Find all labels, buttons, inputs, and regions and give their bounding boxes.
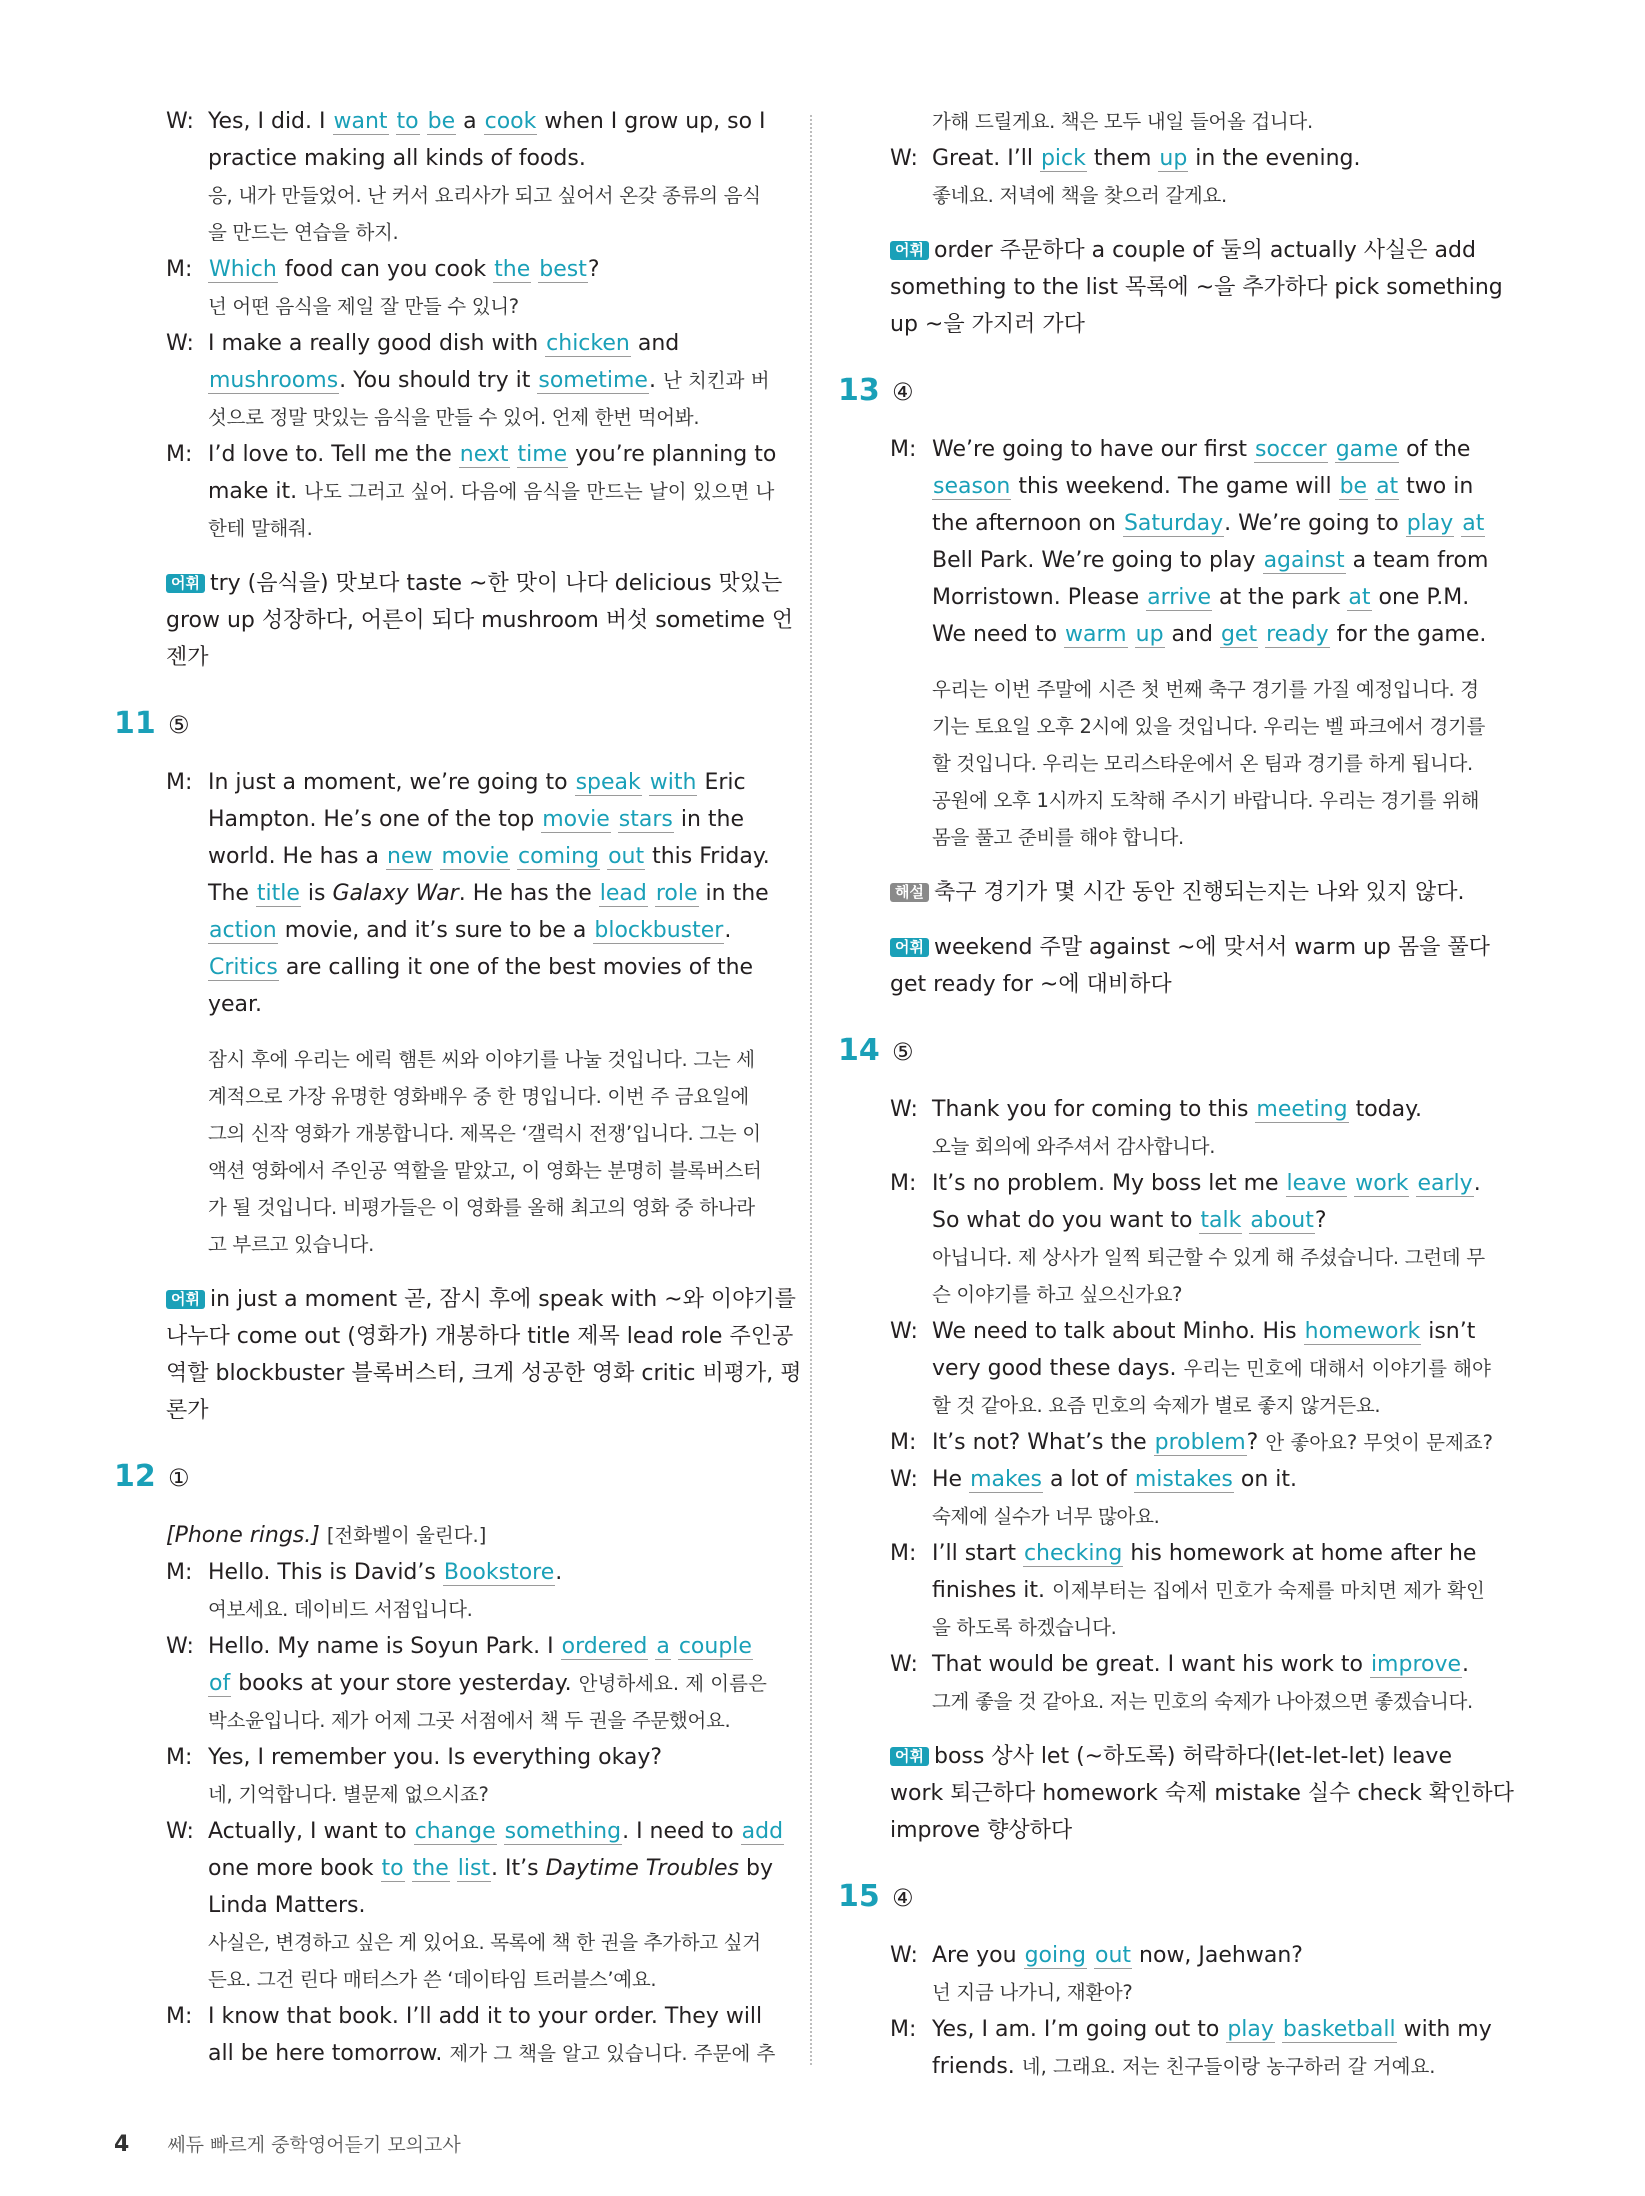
dialogue-line: M: I’ll start checking his homework at home after he [890, 1541, 1477, 1566]
answer-mark: ⑤ [892, 1038, 914, 1066]
dialogue-line: We need to warm up and get ready for the game. [932, 622, 1487, 647]
dialogue-line: the afternoon on Saturday. We’re going to play at [932, 511, 1485, 536]
dialogue-line: M: I’d love to. Tell me the next time you’re planning to [166, 442, 777, 467]
dialogue-line: W: Actually, I want to change something. I need to add [166, 1819, 784, 1844]
translation-line: 오늘 회의에 와주셔서 감사합니다. [932, 1135, 1216, 1158]
vocab-line: up ~을 가지러 가다 [890, 312, 1085, 337]
explanation-badge: 해설 [890, 883, 929, 902]
vocab-line: 어휘 try (음식을) 맛보다 taste ~한 맛이 나다 delicious 맛있는 [166, 565, 786, 602]
translation-line: 액션 영화에서 주인공 역할을 맡았고, 이 영화는 분명히 블록버스터 [208, 1159, 762, 1182]
dialogue-line: M: It’s no problem. My boss let me leave work early. [890, 1171, 1481, 1196]
translation-line: 그의 신작 영화가 개봉합니다. 제목은 ‘갤럭시 전쟁’입니다. 그는 이 [208, 1122, 761, 1145]
answer-mark: ① [168, 1464, 190, 1492]
dialogue-line: The title is Galaxy War. He has the lead role in the [208, 881, 769, 906]
answer-mark: ④ [892, 1884, 914, 1912]
dialogue-line: finishes it. 이제부터는 집에서 민호가 숙제를 마치면 제가 확인 [932, 1578, 1485, 1603]
translation-line: 여보세요. 데이비드 서점입니다. [208, 1598, 473, 1621]
dialogue-line: one more book to the list. It’s Daytime Troubles by [208, 1856, 773, 1881]
stage-direction: [Phone rings.] [전화벨이 울린다.] [166, 1523, 487, 1548]
translation-line: 몸을 풀고 준비를 해야 합니다. [932, 826, 1184, 849]
vocab-badge: 어휘 [890, 938, 929, 957]
translation-line: 계적으로 가장 유명한 영화배우 중 한 명입니다. 이번 주 금요일에 [208, 1085, 749, 1108]
dialogue-line: W: Great. I’ll pick them up in the evening. [890, 146, 1361, 171]
answer-mark: ⑤ [168, 711, 190, 739]
question-number: 15 [838, 1879, 880, 1914]
vocab-line: get ready for ~에 대비하다 [890, 972, 1172, 997]
question-12-header [114, 1447, 786, 1507]
dialogue-line: Morristown. Please arrive at the park at one P.M. [932, 585, 1470, 610]
translation-line: 넌 어떤 음식을 제일 잘 만들 수 있니? [208, 295, 519, 318]
vocab-line: 론가 [166, 1398, 209, 1423]
translation-line: 을 하도록 하겠습니다. [932, 1616, 1117, 1639]
explanation-line: 해설 축구 경기가 몇 시간 동안 진행되는지는 나와 있지 않다. [890, 874, 1480, 911]
translation-line: 아닙니다. 제 상사가 일찍 퇴근할 수 있게 해 주셨습니다. 그런데 무 [932, 1246, 1485, 1269]
dialogue-line: year. [208, 992, 263, 1017]
dialogue-line: Hampton. He’s one of the top movie stars in the [208, 807, 745, 832]
dialogue-line: make it. 나도 그러고 싶어. 다음에 음식을 만드는 날이 있으면 나 [208, 479, 775, 504]
translation-line: 고 부르고 있습니다. [208, 1233, 374, 1256]
vocab-badge: 어휘 [890, 241, 929, 260]
translation-line: 기는 토요일 오후 2시에 있을 것입니다. 우리는 벨 파크에서 경기를 [932, 715, 1486, 738]
dialogue-line: Critics are calling it one of the best movies of the [209, 955, 754, 980]
vocab-line: 역할 blockbuster 블록버스터, 크게 성공한 영화 critic 비평가, 평 [166, 1361, 802, 1386]
translation-line: 좋네요. 저녁에 책을 찾으러 갈게요. [932, 184, 1227, 207]
dialogue-line: M: We’re going to have our first soccer game of the [890, 437, 1471, 462]
dialogue-line: very good these days. 우리는 민호에 대해서 이야기를 해야 [932, 1356, 1491, 1381]
translation-line: 그게 좋을 것 같아요. 저는 민호의 숙제가 나아졌으면 좋겠습니다. [932, 1690, 1473, 1713]
right-column [838, 103, 1514, 2085]
vocab-line: 젠가 [166, 645, 209, 670]
question-number: 12 [114, 1459, 156, 1494]
translation-line: 가해 드릴게요. 책은 모두 내일 들어올 겁니다. [932, 110, 1313, 133]
question-11-header [114, 694, 786, 754]
vocab-badge: 어휘 [166, 1290, 205, 1309]
translation-line: 잠시 후에 우리는 에릭 햄튼 씨와 이야기를 나눌 것입니다. 그는 세 [208, 1048, 755, 1071]
page-footer [114, 2130, 461, 2157]
dialogue-line: action movie, and it’s sure to be a blockbuster. [209, 918, 732, 943]
dialogue-line: W: We need to talk about Minho. His homework isn’t [890, 1319, 1476, 1344]
dialogue-line: mushrooms. You should try it sometime. 난 치킨과 버 [209, 368, 770, 393]
translation-line: 섯으로 정말 맛있는 음식을 만들 수 있어. 언제 한번 먹어봐. [208, 406, 700, 429]
dialogue-line: M: I know that book. I’ll add it to your order. They will [166, 2004, 763, 2029]
left-column [114, 103, 802, 2072]
book-title: 쎄듀 빠르게 중학영어듣기 모의고사 [167, 2134, 461, 2156]
dialogue-line: W: I make a really good dish with chicken and [166, 331, 680, 356]
translation-line: 을 만드는 연습을 하지. [208, 221, 399, 244]
translation-line: 우리는 이번 주말에 시즌 첫 번째 축구 경기를 가질 예정입니다. 경 [932, 678, 1479, 701]
translation-line: 박소윤입니다. 제가 어제 그곳 서점에서 책 두 권을 주문했어요. [208, 1709, 731, 1732]
vocab-badge: 어휘 [166, 574, 205, 593]
translation-line: 할 것입니다. 우리는 모리스타운에서 온 팀과 경기를 하게 됩니다. [932, 752, 1473, 775]
dialogue-line: M: Yes, I am. I’m going out to play basketball with my [890, 2017, 1492, 2042]
page-number: 4 [114, 2132, 130, 2157]
vocab-line: 어휘 order 주문하다 a couple of 둘의 actually 사실은 add [890, 232, 1480, 269]
translation-line: 응, 내가 만들었어. 난 커서 요리사가 되고 싶어서 온갖 종류의 음식 [208, 184, 761, 207]
translation-line: 든요. 그건 린다 매터스가 쓴 ‘데이타임 트러블스’예요. [208, 1968, 657, 1991]
translation-line: 한테 말해줘. [208, 517, 313, 540]
vocab-line: 어휘 in just a moment 곧, 잠시 후에 speak with ~와 이야기를 [166, 1281, 786, 1318]
translation-line: 숙제에 실수가 너무 많아요. [932, 1505, 1160, 1528]
translation-line: 넌 지금 나가니, 재환아? [932, 1981, 1133, 2004]
dialogue-line: Linda Matters. [208, 1893, 366, 1918]
dialogue-line: W: Thank you for coming to this meeting today. [890, 1097, 1422, 1122]
dialogue-line: W: Yes, I did. I want to be a cook when I grow up, so I [166, 109, 766, 134]
vocab-line: something to the list 목록에 ~을 추가하다 pick something [890, 275, 1503, 300]
dialogue-line: W: He makes a lot of mistakes on it. [890, 1467, 1298, 1492]
vocab-line: work 퇴근하다 homework 숙제 mistake 실수 check 확인하다 [890, 1781, 1514, 1806]
translation-line: 가 될 것입니다. 비평가들은 이 영화를 올해 최고의 영화 중 하나라 [208, 1196, 755, 1219]
column-divider [810, 115, 812, 2065]
question-number: 11 [114, 706, 156, 741]
dialogue-line: M: Which food can you cook the best? [166, 257, 600, 282]
dialogue-line: M: It’s not? What’s the problem? 안 좋아요? 무엇이 문제죠? [890, 1430, 1493, 1455]
vocab-badge: 어휘 [890, 1747, 929, 1766]
answer-mark: ④ [892, 378, 914, 406]
translation-line: 할 것 같아요. 요즘 민호의 숙제가 별로 좋지 않거든요. [932, 1394, 1381, 1417]
dialogue-line: all be here tomorrow. 제가 그 책을 알고 있습니다. 주문에 추 [208, 2041, 776, 2066]
vocab-line: 어휘 weekend 주말 against ~에 맞서서 warm up 몸을 풀다 [890, 929, 1480, 966]
question-15-header [838, 1867, 1480, 1927]
dialogue-line: M: In just a moment, we’re going to speak with Eric [166, 770, 746, 795]
dialogue-line: W: Are you going out now, Jaehwan? [890, 1943, 1303, 1968]
dialogue-line: Bell Park. We’re going to play against a team from [932, 548, 1489, 573]
dialogue-line: friends. 네, 그래요. 저는 친구들이랑 농구하러 갈 거예요. [932, 2054, 1436, 2079]
translation-line: 네, 기억합니다. 별문제 없으시죠? [208, 1783, 489, 1806]
dialogue-line: world. He has a new movie coming out this Friday. [208, 844, 770, 869]
question-13-header [838, 361, 1480, 421]
question-number: 14 [838, 1033, 880, 1068]
vocab-line: grow up 성장하다, 어른이 되다 mushroom 버섯 sometime 언 [166, 608, 794, 633]
dialogue-line: So what do you want to talk about? [932, 1208, 1327, 1233]
translation-line: 공원에 오후 1시까지 도착해 주시기 바랍니다. 우리는 경기를 위해 [932, 789, 1480, 812]
vocab-line: 나누다 come out (영화가) 개봉하다 title 제목 lead role 주인공 [166, 1324, 794, 1349]
dialogue-line: M: Hello. This is David’s Bookstore. [166, 1560, 563, 1585]
question-14-header [838, 1021, 1480, 1081]
question-number: 13 [838, 373, 880, 408]
vocab-line: improve 향상하다 [890, 1818, 1073, 1843]
dialogue-line: W: That would be great. I want his work to improve. [890, 1652, 1470, 1677]
dialogue-line: of books at your store yesterday. 안녕하세요. 제 이름은 [209, 1671, 767, 1696]
translation-line: 사실은, 변경하고 싶은 게 있어요. 목록에 책 한 권을 추가하고 싶거 [208, 1931, 761, 1954]
vocab-line: 어휘 boss 상사 let (~하도록) 허락하다(let-let-let) leave [890, 1738, 1480, 1775]
dialogue-line: W: Hello. My name is Soyun Park. I ordered a couple [166, 1634, 752, 1659]
dialogue-line: M: Yes, I remember you. Is everything okay? [166, 1745, 663, 1770]
translation-line: 슨 이야기를 하고 싶으신가요? [932, 1283, 1183, 1306]
dialogue-line: season this weekend. The game will be at two in [933, 474, 1474, 499]
dialogue-line: practice making all kinds of foods. [208, 146, 586, 171]
